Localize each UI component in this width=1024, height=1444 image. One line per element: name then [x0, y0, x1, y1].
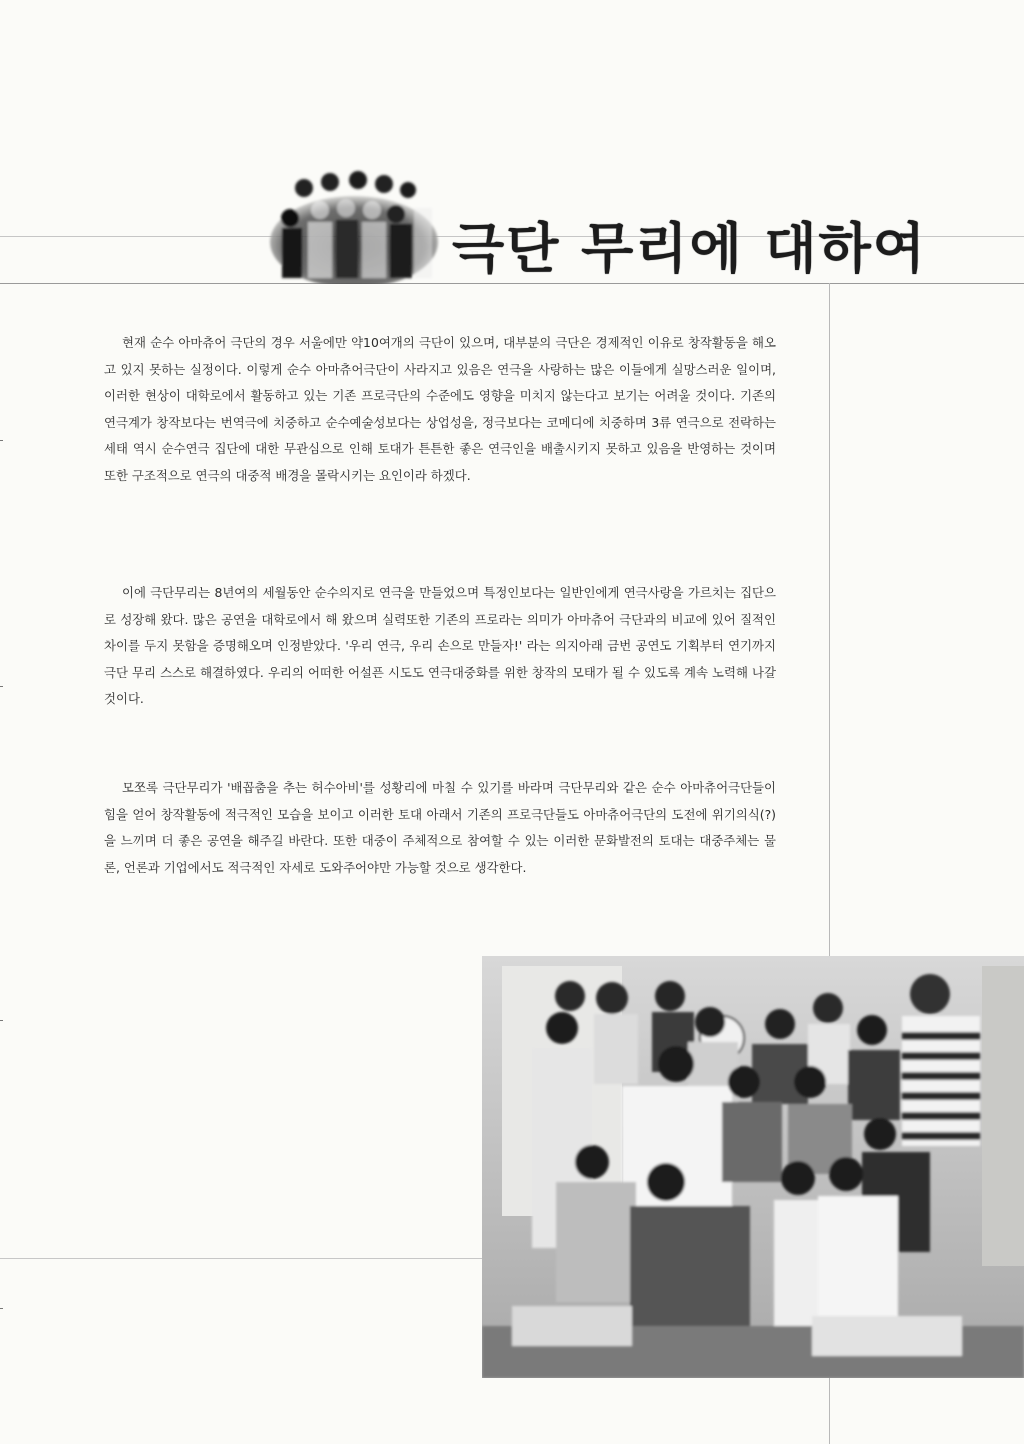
body-paragraph-3: 모쪼록 극단무리가 '배꼽춤을 추는 허수아비'를 성황리에 마칠 수 있기를 바라며 극단무리와 같은 순수 아마츄어극단들이 힘을 얻어 창작활동에 적극적인 모습을 보이고 이러한 토대 아래서 기존의 프로극단들도 아마츄어극단의 도전에 위기의식(?)을 느끼며 더 좋은 공연을 해주길 바란다. 또한 대중이 주체적으로 참여할 수 있는 이러한 문화발전의 토대는 대중주체는 물론, 언론과 기업에서도 적극적인 자세로 도와주어야만 가능할 것으로 생각한다. — [104, 780, 776, 875]
body-paragraph-2: 이에 극단무리는 8년여의 세월동안 순수의지로 연극을 만들었으며 특정인보다는 일반인에게 연극사랑을 가르치는 집단으로 성장해 왔다. 많은 공연을 대학로에서 해 왔으며 실력또한 기존의 프로라는 의미가 아마츄어 극단과의 비교에 있어 질적인 차이를 두지 못함을 증명해오며 인정받았다. '우리 연극, 우리 손으로 만들자!' 라는 의지아래 금번 공연도 기획부터 연기까지 극단 무리 스스로 해결하였다. 우리의 어떠한 어설픈 시도도 연극대중화를 위한 창작의 모태가 될 수 있도록 계속 노력해 나갈 것이다. — [104, 585, 776, 706]
bottom-margin-line — [0, 1258, 482, 1259]
body-paragraph-1: 현재 순수 아마츄어 극단의 경우 서울에만 약10여개의 극단이 있으며, 대부분의 극단은 경제적인 이유로 창작활동을 해오고 있지 못하는 실정이다. 이렇게 순수 아마츄어극단이 사라지고 있음은 연극을 사랑하는 많은 이들에게 실망스러운 일이며, 이러한 현상이 대학로에서 활동하고 있는 기존 프로극단의 수준에도 영향을 미치지 않는다고 보기는 어려울 것이다. 기존의 연극계가 창작보다는 번역극에 치중하고 순수예술성보다는 상업성을, 정극보다는 코메디에 치중하며 3류 연극으로 전락하는 세태 역시 순수연극 집단에 대한 무관심으로 인해 토대가 튼튼한 좋은 연극인을 배출시키지 못하고 있음을 반영하는 것이며 또한 구조적으로 연극의 대중적 배경을 몰락시키는 요인이라 하겠다. — [104, 335, 776, 483]
header-divider — [0, 283, 1024, 284]
page-title: 극단 무리에 대하여 — [452, 217, 927, 280]
title-group-photo — [268, 168, 440, 284]
troupe-group-photo — [482, 956, 1024, 1378]
